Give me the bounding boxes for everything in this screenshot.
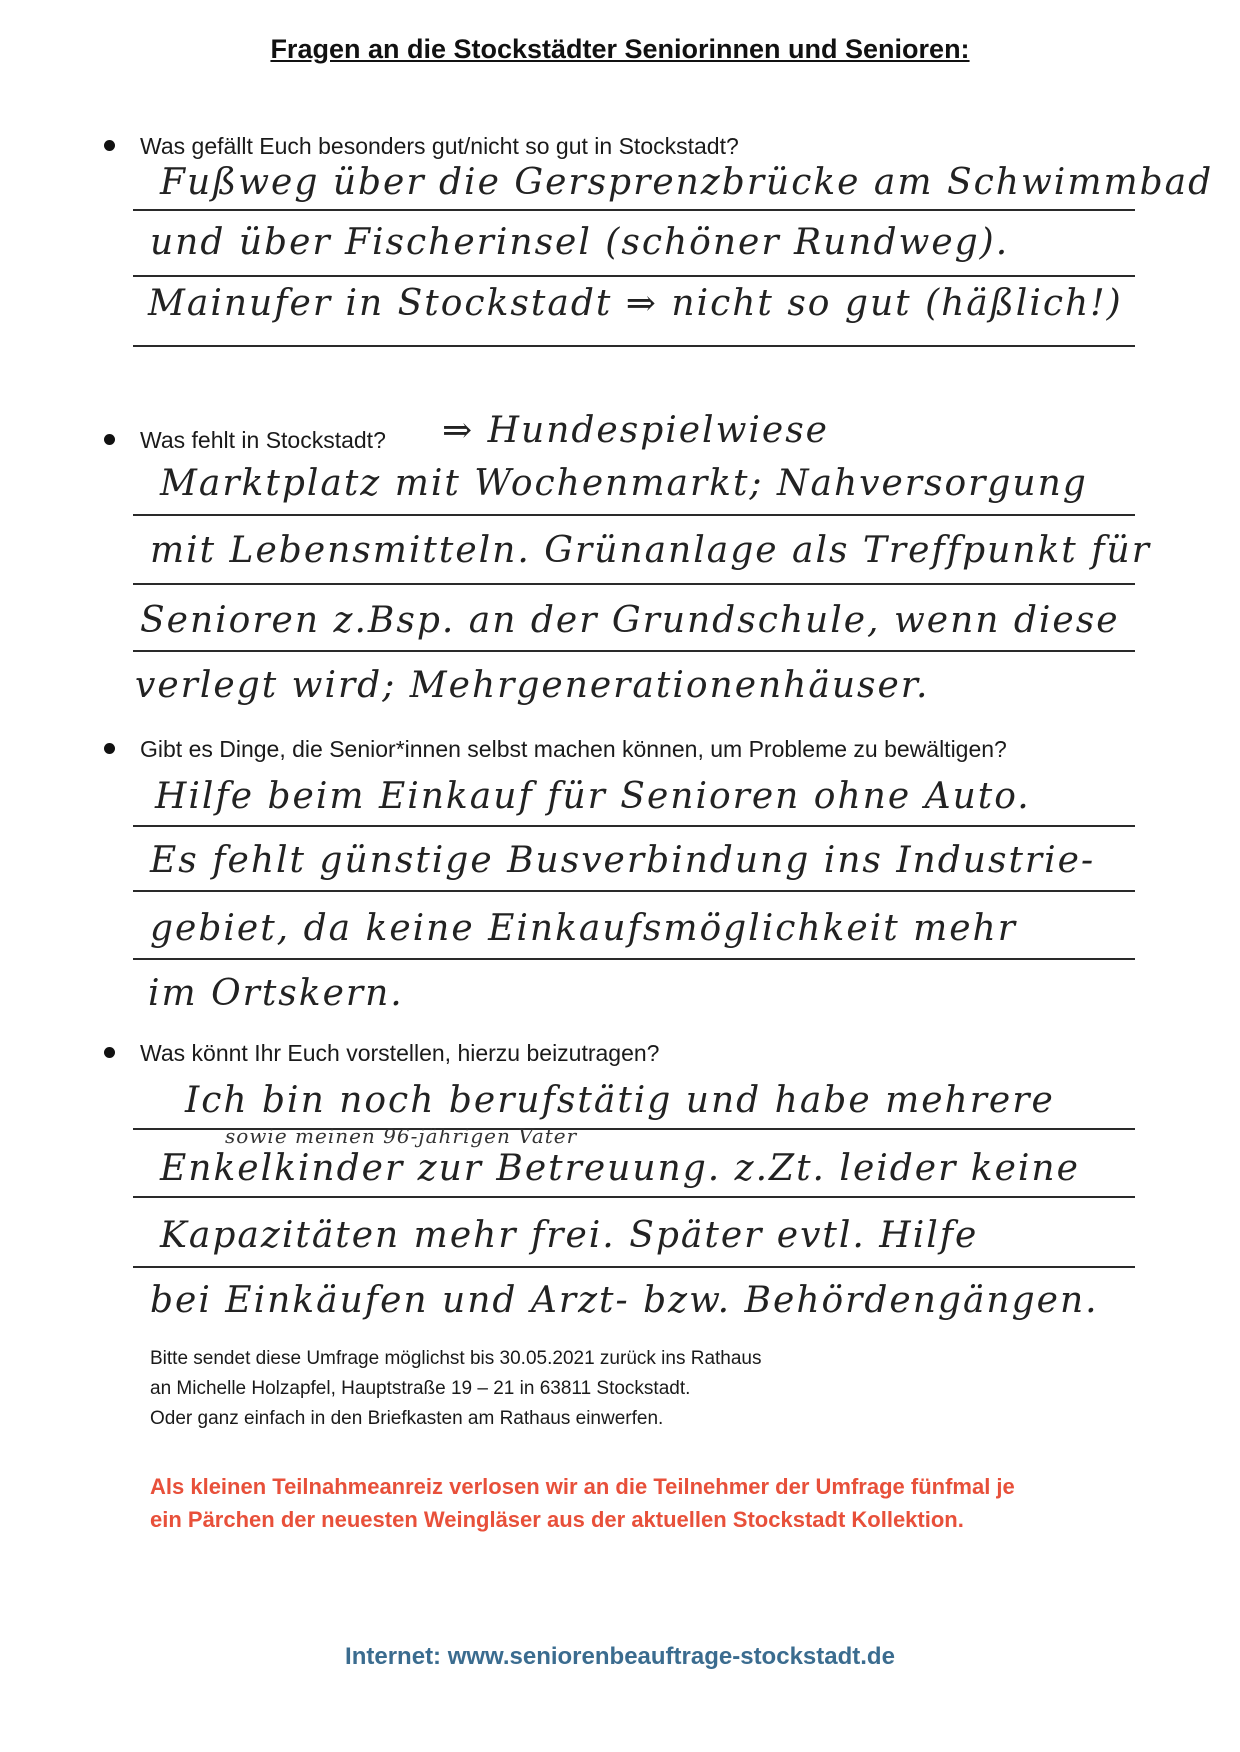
answer-line-rule bbox=[133, 890, 1135, 892]
answer-line-rule bbox=[133, 650, 1135, 652]
bullet-icon bbox=[104, 743, 115, 754]
answer-line-rule bbox=[133, 345, 1135, 347]
question-1 bbox=[104, 133, 739, 160]
answer-3-line-1: Hilfe beim Einkauf für Senioren ohne Auto. bbox=[155, 776, 1031, 817]
return-instructions bbox=[150, 1344, 762, 1434]
return-instructions-line-2: an Michelle Holzapfel, Hauptstraße 19 – 21 in 63811 Stockstadt. bbox=[150, 1378, 691, 1399]
question-1-text: Was gefällt Euch besonders gut/nicht so gut in Stockstadt? bbox=[140, 133, 739, 159]
answer-4-line-1: Ich bin noch berufstätig und habe mehrere bbox=[185, 1080, 1055, 1121]
answer-line-rule bbox=[133, 958, 1135, 960]
answer-line-rule bbox=[133, 825, 1135, 827]
question-4 bbox=[104, 1040, 659, 1067]
answer-line-rule bbox=[133, 209, 1135, 211]
answer-line-rule bbox=[133, 1196, 1135, 1198]
question-3 bbox=[104, 736, 1007, 763]
raffle-notice-line-1: Als kleinen Teilnahmeanreiz verlosen wir an die Teilnehmer der Umfrage fünfmal je bbox=[150, 1474, 1015, 1499]
page-title: Fragen an die Stockstädter Seniorinnen und Senioren: bbox=[270, 34, 970, 64]
answer-3-line-4: im Ortskern. bbox=[148, 973, 404, 1014]
answer-4-line-3: Kapazitäten mehr frei. Später evtl. Hilfe bbox=[160, 1215, 979, 1256]
answer-line-rule bbox=[133, 514, 1135, 516]
answer-line-rule bbox=[133, 1266, 1135, 1268]
question-2 bbox=[104, 427, 386, 454]
bullet-icon bbox=[104, 1047, 115, 1058]
answer-2-line-2: mit Lebensmitteln. Grünanlage als Treffpunkt für bbox=[150, 530, 1151, 571]
answer-line-rule bbox=[133, 583, 1135, 585]
answer-3-line-3: gebiet, da keine Einkaufsmöglichkeit mehr bbox=[150, 908, 1017, 949]
answer-2-line-3: Senioren z.Bsp. an der Grundschule, wenn diese bbox=[140, 600, 1120, 641]
answer-line-rule bbox=[133, 275, 1135, 277]
answer-2-line-4: verlegt wird; Mehrgenerationenhäuser. bbox=[135, 665, 930, 706]
raffle-notice bbox=[150, 1470, 1015, 1536]
answer-4-note: sowie meinen 96-jährigen Vater bbox=[225, 1124, 578, 1148]
answer-4-line-2: Enkelkinder zur Betreuung. z.Zt. leider keine bbox=[160, 1148, 1080, 1189]
answer-1-line-1: Fußweg über die Gersprenzbrücke am Schwimmbad bbox=[160, 162, 1214, 203]
answer-3-line-2: Es fehlt günstige Busverbindung ins Industrie- bbox=[150, 840, 1096, 881]
answer-1-line-2: und über Fischerinsel (schöner Rundweg). bbox=[150, 222, 1010, 263]
website-link[interactable]: Internet: www.seniorenbeauftrage-stockstadt.de bbox=[345, 1643, 895, 1670]
bullet-icon bbox=[104, 140, 115, 151]
question-4-text: Was könnt Ihr Euch vorstellen, hierzu beizutragen? bbox=[140, 1040, 660, 1066]
answer-4-line-4: bei Einkäufen und Arzt- bzw. Behördengängen. bbox=[150, 1280, 1099, 1321]
answer-2-inline: ⇒ Hundespielwiese bbox=[442, 410, 829, 451]
return-instructions-line-3: Oder ganz einfach in den Briefkasten am Rathaus einwerfen. bbox=[150, 1408, 664, 1429]
answer-2-line-1: Marktplatz mit Wochenmarkt; Nahversorgung bbox=[160, 463, 1088, 504]
question-2-text: Was fehlt in Stockstadt? bbox=[140, 427, 386, 453]
raffle-notice-line-2: ein Pärchen der neuesten Weingläser aus der aktuellen Stockstadt Kollektion. bbox=[150, 1507, 964, 1532]
bullet-icon bbox=[104, 434, 115, 445]
question-3-text: Gibt es Dinge, die Senior*innen selbst machen können, um Probleme zu bewältigen? bbox=[140, 736, 1007, 762]
answer-1-line-3: Mainufer in Stockstadt ⇒ nicht so gut (häßlich!) bbox=[148, 283, 1123, 324]
return-instructions-line-1: Bitte sendet diese Umfrage möglichst bis 30.05.2021 zurück ins Rathaus bbox=[150, 1348, 762, 1369]
